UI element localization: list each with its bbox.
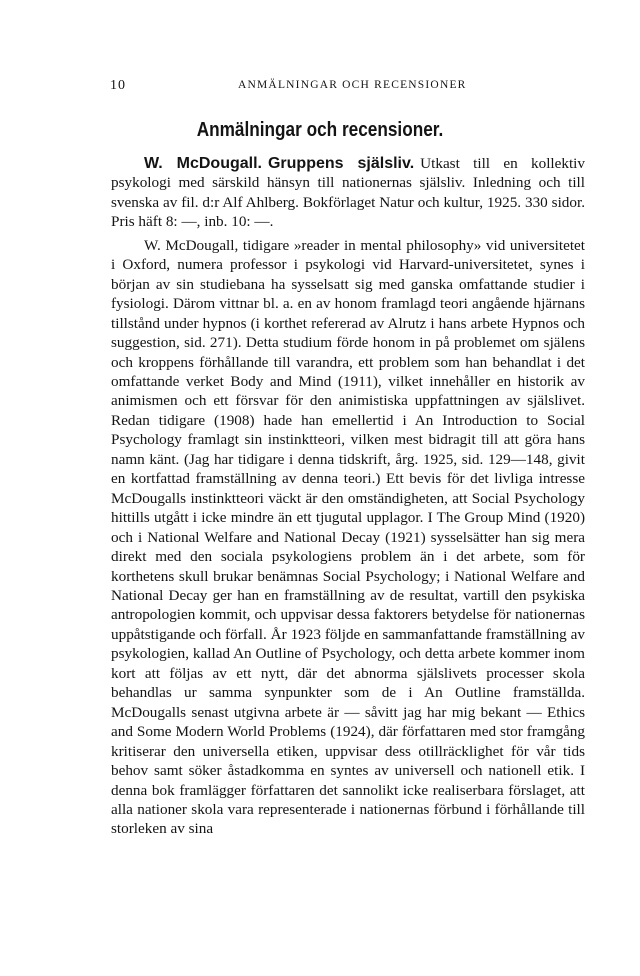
bibliographic-entry — [111, 154, 585, 232]
review-author: W. McDougall. — [144, 155, 262, 172]
article-body — [111, 154, 585, 839]
body-paragraph: W. McDougall, tidigare »reader in mental philosophy» vid universitetet i Oxford, numera professor i psykologi vid Harvard-universitetet, synes i början av sin studiebana ha sysselsatt sig med ganska omfattande studier i fysiologi. Därom vittnar bl. a. en av honom framlagd teori angående hjärnans tillstånd under hypnos (i korthet refererad av Alrutz i hans arbete Hypnos och suggestion, sid. 271). Detta studium förde honom in på problemet om själens och kroppens förhållande till varandra, ett problem som han behandlat i det omfattande verket Body and Mind (1911), vilket innehåller en historik av animismen och ett försvar för den animistiska uppfattningen av själslivet. Redan tidigare (1908) hade han emellertid i An Introduction to Social Psychology framlagt sin instinktteori, vilken mest bidragit till att göra hans namn känt. (Jag har tidigare i denna tidskrift, årg. 1925, sid. 129—148, givit en kortfattad framställning av denna teori.) Ett bevis för det livliga intresse McDougalls instinktteori väckt är den omständigheten, att Social Psychology hittills utgått i icke mindre än ett tjugutal upplagor. I The Group Mind (1920) och i National Welfare and National Decay (1921) sysselsätter han sig mera direkt med den sociala psykologiens problem än i det arbete, som för korthetens skull brukar benämnas Social Psychology; i National Welfare and National Decay ger han en framställning av de resultat, vartill den psykiska antropologien kommit, och uppvisar dessa faktorers betydelse för nationernas uppåtstigande och förfall. År 1923 följde en sammanfattande framställning av psykologien, kallad An Outline of Psychology, och detta arbete kommer inom kort att följas av ett nytt, där det abnorma själslivets processer skola behandlas ur samma synpunkter som de i An Outline framställda. McDougalls senast utgivna arbete är — såvitt jag har mig bekant — Ethics and Some Modern World Problems (1924), där författaren med stor framgång kritiserar den universella etiken, uppvisar dess otillräcklighet för vår tids behov samt söker åstadkomma en syntes av universell och nationell etik. I denna bok framlägger författaren det sannolikt icke realiserbara förslaget, att alla nationer skola vara representerade i nationernas förbund i förhållande till storleken av sina — [111, 236, 585, 838]
review-details: Utkast till en kollektiv psykologi med särskild hänsyn till nationernas själsliv. Inledning och till svenska av fil. d:r Alf Ahlberg. Bokförlaget Natur och kultur, 1925. 330 sidor. Pris häft 8: —, inb. 10: —. — [111, 155, 585, 231]
page-number: 10 — [110, 78, 126, 93]
review-book-title: Gruppens själsliv. — [267, 155, 415, 172]
running-head — [110, 78, 580, 98]
running-head-title: ANMÄLNINGAR OCH RECENSIONER — [238, 79, 467, 91]
section-title: Anmälningar och recensioner. — [196, 119, 444, 141]
